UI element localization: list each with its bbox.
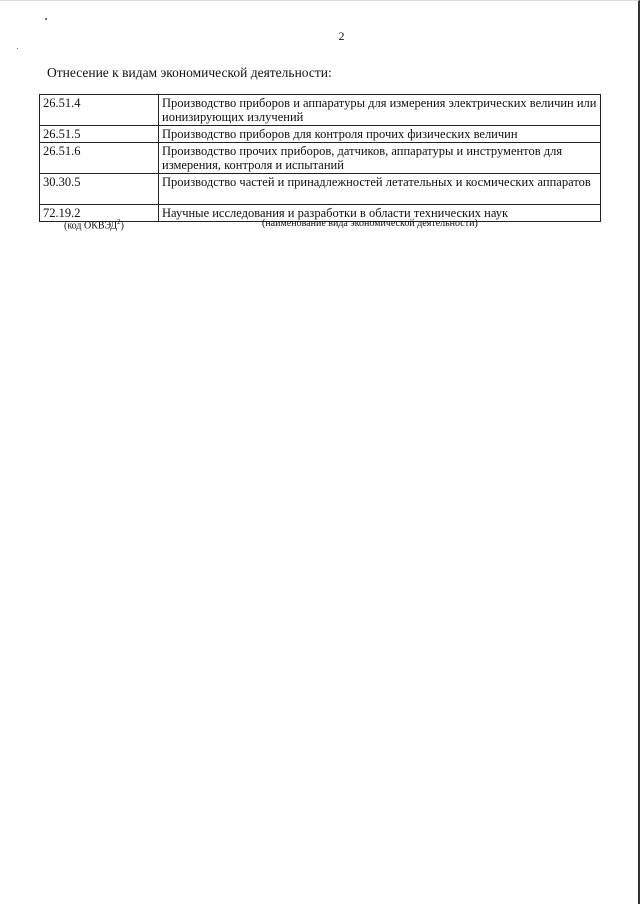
section-heading: Отнесение к видам экономической деятельности: [47,65,332,80]
footnote-marker: 2 [117,218,121,226]
name-column-caption: (наименование вида экономической деятельности) [262,218,478,229]
okved-table [39,94,601,222]
code-caption-close: ) [120,220,124,232]
table-row [40,126,601,143]
activity-name: Производство прочих приборов, датчиков, аппаратуры и инструментов для измерения, контроля и испытаний [159,143,601,174]
activity-name: Производство приборов для контроля прочих физических величин [159,126,601,143]
table-row [40,174,601,205]
page-number: 2 [338,29,345,43]
scan-speck [45,18,47,20]
activity-name: Научные исследования и разработки в области технических наук [159,205,601,222]
okved-code: 72.19.2 [40,205,159,222]
okved-code: 30.30.5 [40,174,159,205]
code-column-caption [64,218,124,231]
table-row [40,143,601,174]
okved-code: 26.51.5 [40,126,159,143]
activity-name: Производство приборов и аппаратуры для измерения электрических величин или ионизирующих излучений [159,95,601,126]
scan-speck [17,48,18,49]
okved-code: 26.51.4 [40,95,159,126]
okved-code: 26.51.6 [40,143,159,174]
table-row [40,95,601,126]
activity-name: Производство частей и принадлежностей летательных и космических аппаратов [159,174,601,205]
code-caption-text: (код ОКВЭД [64,220,118,232]
